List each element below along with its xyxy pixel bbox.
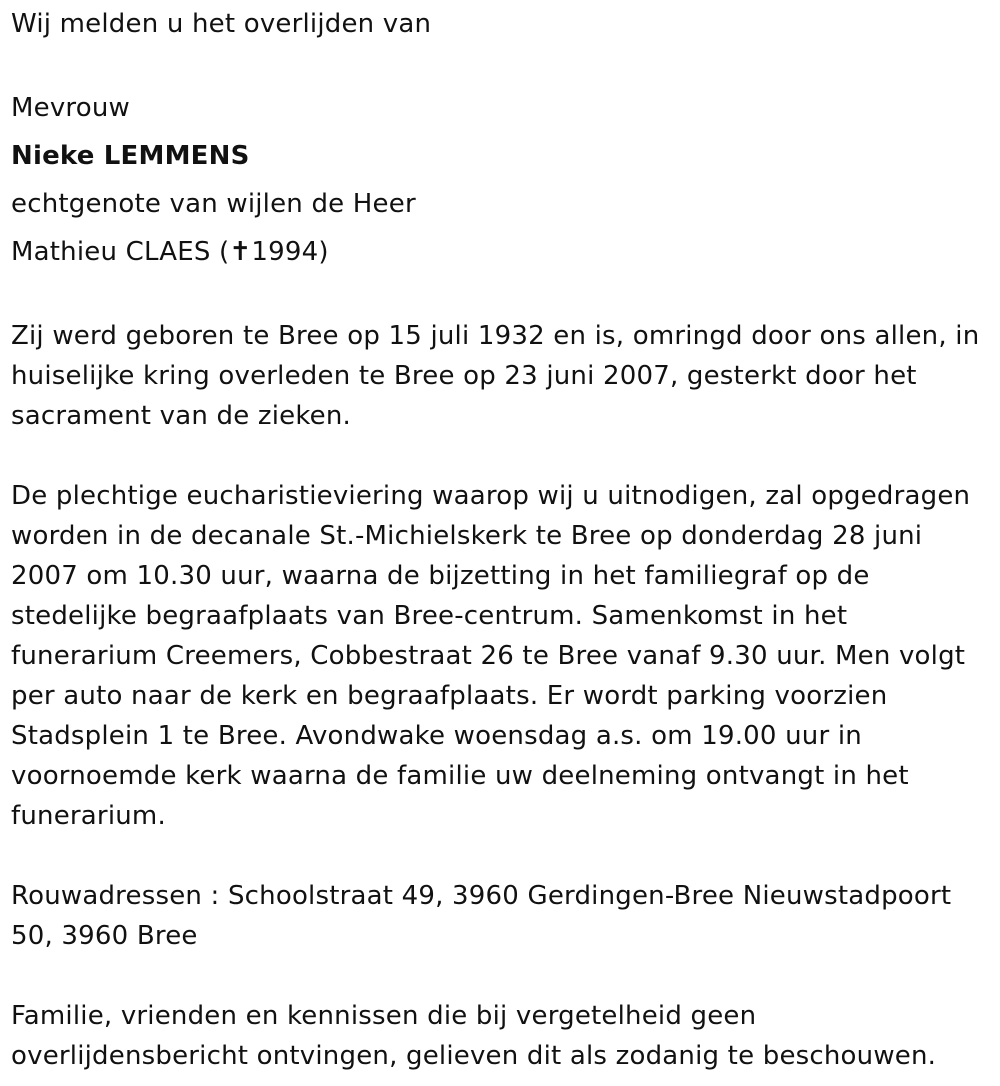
ceremony-text: De plechtige eucharistieviering waarop wij u uitnodigen, zal opgedragen worden in de decanale St.-Michielskerk te Bree op donderdag 28 juni 2007 om 10.30 uur, waarna de bijzetting in het familiegraf op de stedelijke begraafplaats van Bree-centrum. Samenkomst in het funerarium Creemers, Cobbestraat 26 te Bree vanaf 9.30 uur. Men volgt per auto naar de kerk en begraafplaats. Er wordt parking voorzien Stadsplein 1 te Bree. Avondwake woensdag a.s. om 19.00 uur in voornoemde kerk waarna de familie uw deelneming ontvangt in het funerarium.	[11, 481, 971, 831]
addresses-text: Rouwadressen : Schoolstraat 49, 3960 Gerdingen-Bree Nieuwstadpoort 50, 3960 Bree	[11, 881, 952, 951]
closing-paragraph	[11, 996, 990, 1076]
spacer	[11, 276, 990, 316]
relation-line: echtgenote van wijlen de Heer	[11, 189, 416, 219]
spacer	[11, 436, 990, 476]
salutation: Mevrouw	[11, 93, 130, 123]
deceased-block	[11, 84, 990, 276]
closing-text: Familie, vrienden en kennissen die bij vergetelheid geen overlijdensbericht ontvingen, gelieven dit als zodanig te beschouwen.	[11, 1001, 937, 1071]
birth-death-text: Zij werd geboren te Bree op 15 juli 1932 en is, omringd door ons allen, in huiselijke kring overleden te Bree op 23 juni 2007, gesterkt door het sacrament van de zieken.	[11, 321, 980, 431]
addresses-paragraph	[11, 876, 990, 956]
ceremony-paragraph	[11, 476, 990, 836]
birth-death-paragraph	[11, 316, 990, 436]
deceased-name: Nieke LEMMENS	[11, 141, 250, 171]
spacer	[11, 836, 990, 876]
spouse-line: Mathieu CLAES (✝1994)	[11, 237, 329, 267]
intro-line: Wij melden u het overlijden van	[11, 9, 432, 39]
spacer	[11, 44, 990, 84]
spacer	[11, 956, 990, 996]
